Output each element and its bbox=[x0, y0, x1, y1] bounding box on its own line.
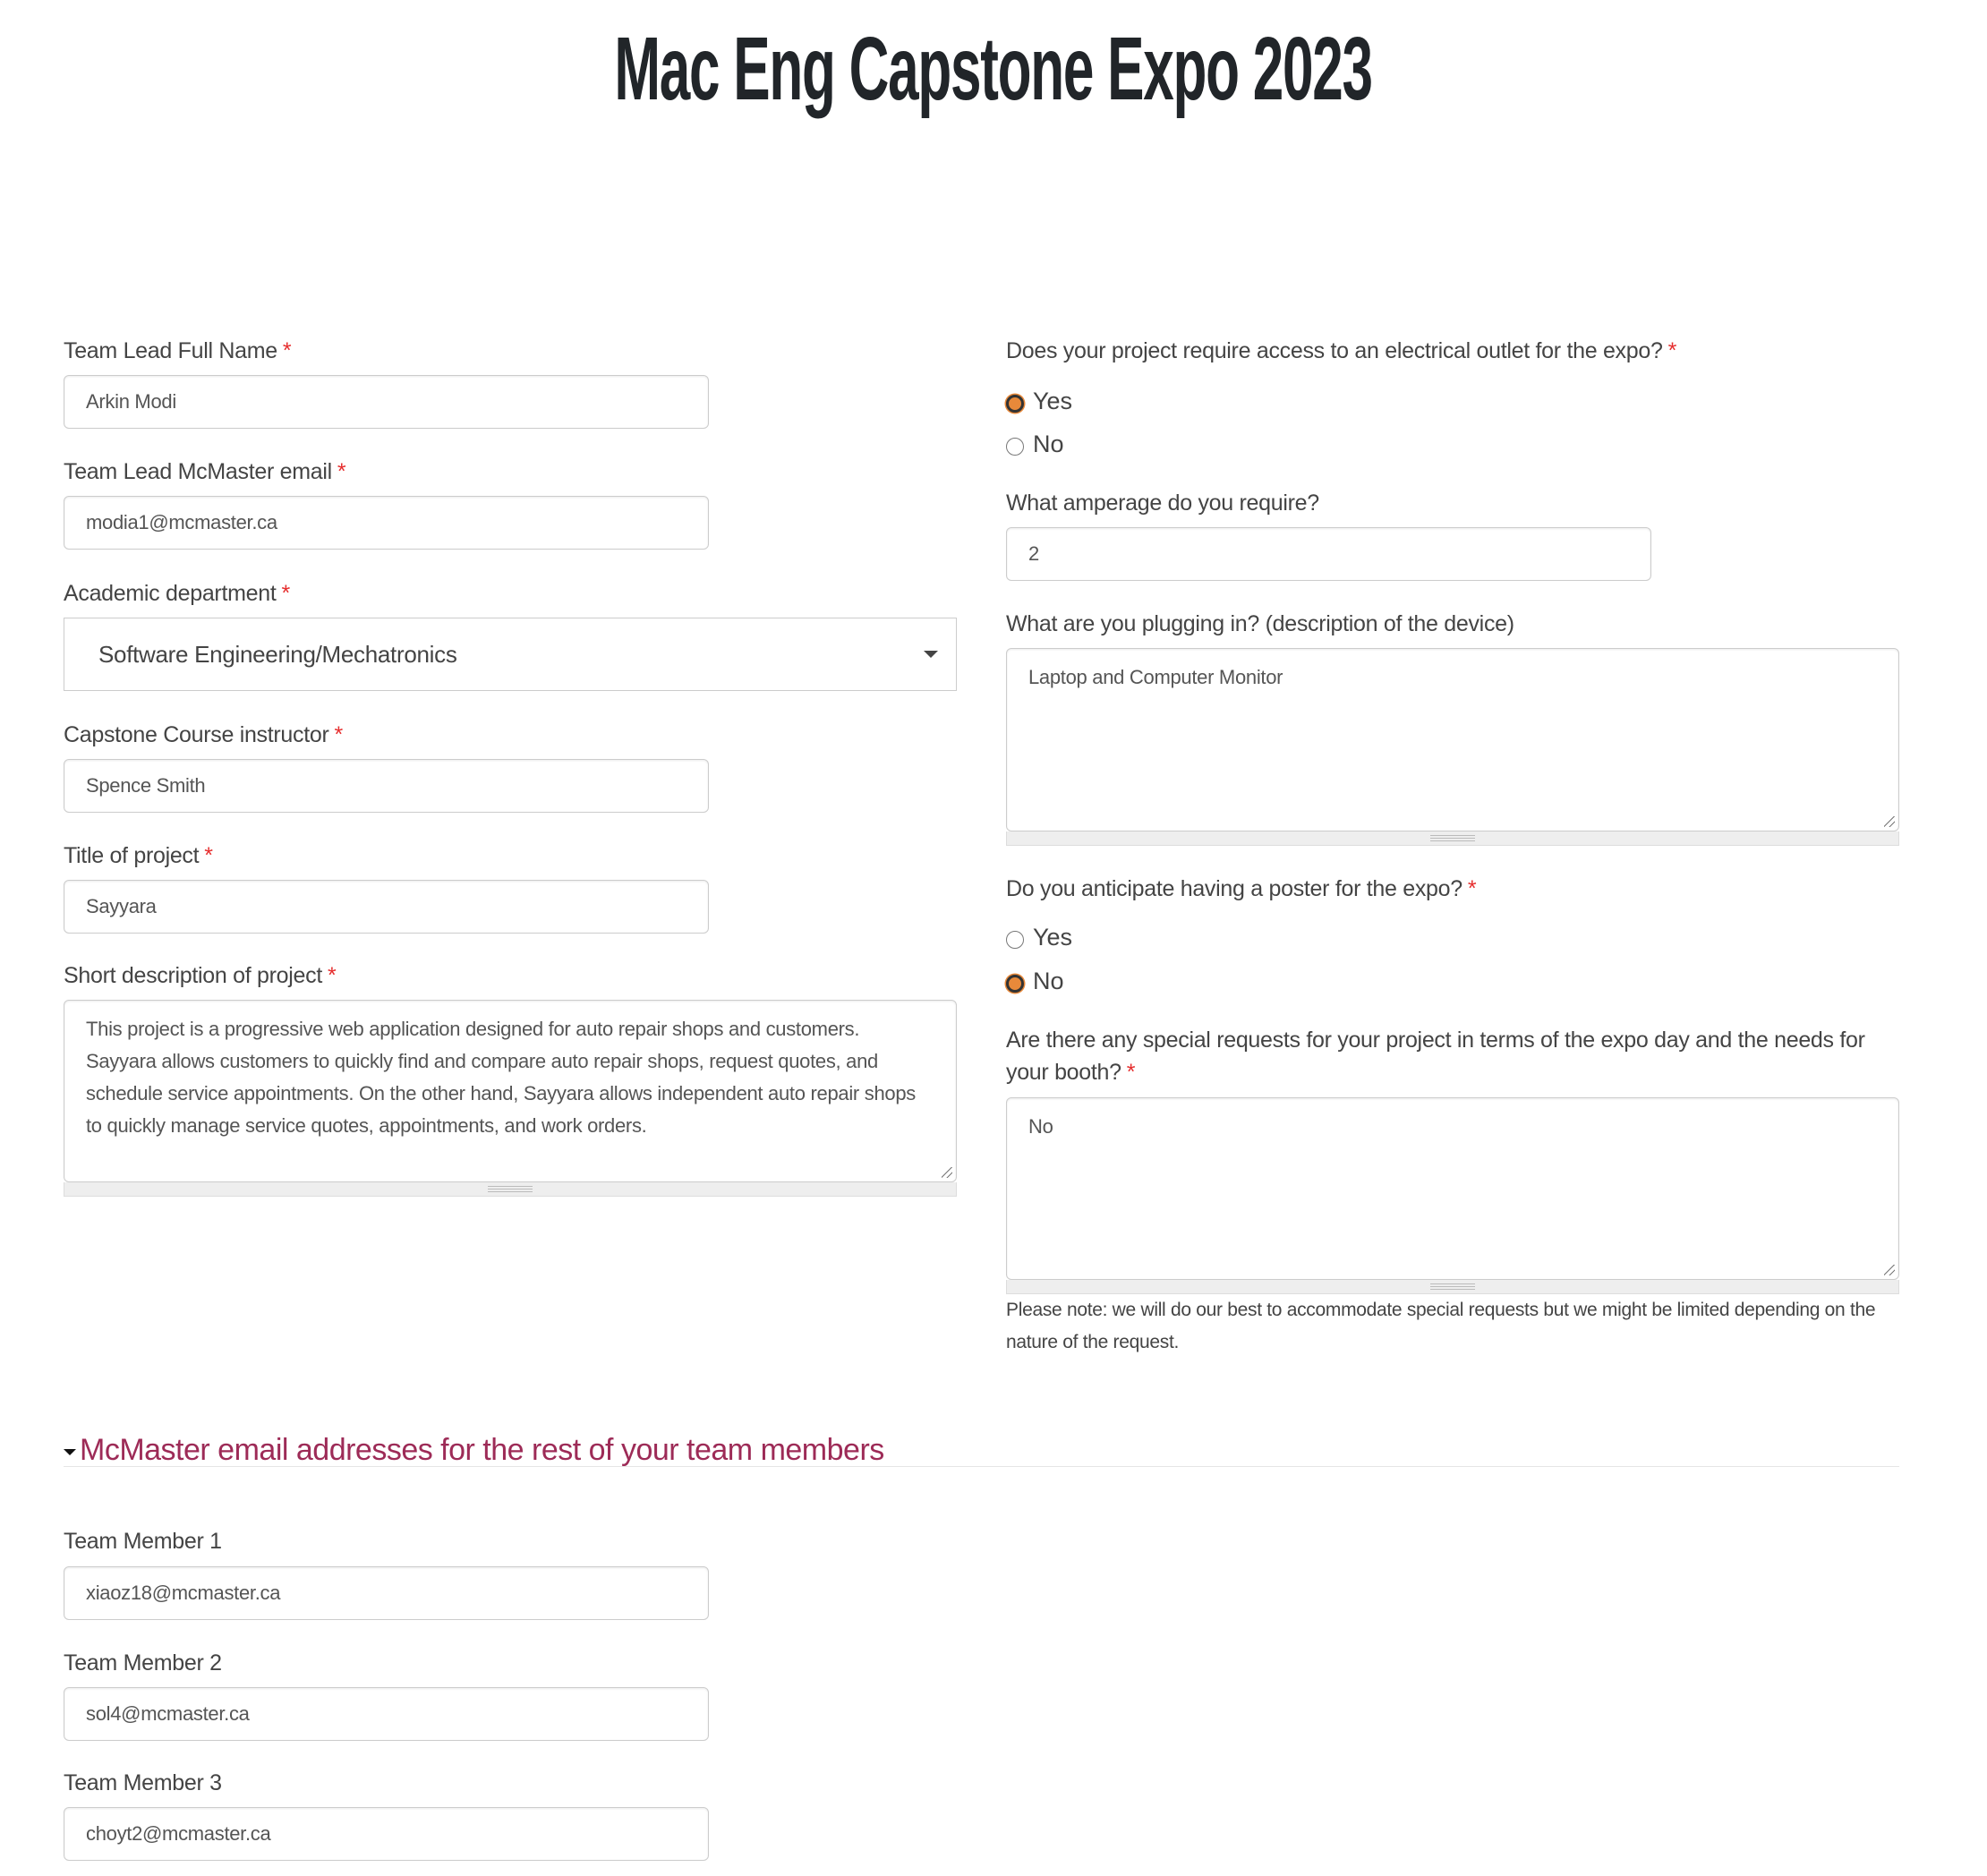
project-description-label bbox=[64, 962, 336, 989]
course-instructor-label bbox=[64, 721, 343, 748]
academic-department-label bbox=[64, 580, 290, 607]
grip-lines-icon bbox=[1430, 1283, 1475, 1290]
team-lead-name-input[interactable] bbox=[64, 375, 709, 429]
outlet-question-label bbox=[1006, 337, 1676, 364]
amperage-label-text: What amperage do you require? bbox=[1006, 490, 1319, 516]
device-description-textarea[interactable] bbox=[1006, 648, 1899, 831]
project-title-input[interactable] bbox=[64, 880, 709, 934]
team-lead-email-label-text: Team Lead McMaster email bbox=[64, 459, 332, 484]
team-members-section-heading: McMaster email addresses for the rest of your team members bbox=[80, 1433, 884, 1467]
required-asterisk: * bbox=[1467, 876, 1477, 901]
team-lead-email-label bbox=[64, 458, 345, 485]
textarea-resize-grippie[interactable] bbox=[64, 1182, 957, 1197]
team-member-1-label-text: Team Member 1 bbox=[64, 1529, 222, 1554]
team-lead-email-input[interactable] bbox=[64, 496, 709, 550]
project-title-label-text: Title of project bbox=[64, 843, 200, 868]
team-member-3-label bbox=[64, 1769, 222, 1796]
team-lead-name-label bbox=[64, 337, 291, 364]
team-member-2-label-text: Team Member 2 bbox=[64, 1650, 222, 1676]
required-asterisk: * bbox=[327, 963, 337, 988]
outlet-no-label: No bbox=[1033, 431, 1064, 457]
resize-corner-icon[interactable] bbox=[1884, 1265, 1895, 1275]
radio-checked-icon[interactable] bbox=[1006, 395, 1024, 413]
poster-radio-yes[interactable] bbox=[1006, 923, 1072, 951]
academic-department-label-text: Academic department bbox=[64, 581, 277, 606]
special-requests-textarea[interactable] bbox=[1006, 1097, 1899, 1280]
required-asterisk: * bbox=[1667, 338, 1677, 363]
team-members-section-toggle[interactable] bbox=[64, 1432, 1899, 1468]
poster-no-label: No bbox=[1033, 968, 1064, 994]
radio-checked-icon[interactable] bbox=[1006, 975, 1024, 993]
device-description-text: Laptop and Computer Monitor bbox=[1028, 666, 1283, 688]
special-requests-label bbox=[1006, 1024, 1901, 1088]
project-description-textarea[interactable] bbox=[64, 1000, 957, 1182]
textarea-resize-grippie[interactable] bbox=[1006, 831, 1899, 846]
chevron-down-icon bbox=[924, 651, 938, 658]
special-requests-text: No bbox=[1028, 1115, 1053, 1138]
course-instructor-input[interactable] bbox=[64, 759, 709, 813]
team-member-3-label-text: Team Member 3 bbox=[64, 1770, 222, 1795]
page-title: Mac Eng Capstone Expo 2023 bbox=[614, 19, 1373, 119]
poster-radio-no[interactable] bbox=[1006, 967, 1064, 995]
radio-unchecked-icon[interactable] bbox=[1006, 438, 1024, 456]
required-asterisk: * bbox=[204, 843, 213, 868]
special-requests-note: Please note: we will do our best to accommodate special requests but we might be limited depending on the nature of the request. bbox=[1006, 1300, 1876, 1352]
team-member-1-input[interactable] bbox=[64, 1566, 709, 1620]
required-asterisk: * bbox=[1126, 1060, 1136, 1085]
outlet-yes-label: Yes bbox=[1033, 388, 1073, 414]
academic-department-selected-value: Software Engineering/Mechatronics bbox=[98, 640, 457, 668]
special-requests-field bbox=[1006, 1097, 1899, 1294]
grip-lines-icon bbox=[488, 1186, 533, 1192]
required-asterisk: * bbox=[337, 459, 346, 484]
project-description-label-text: Short description of project bbox=[64, 963, 322, 988]
grip-lines-icon bbox=[1430, 835, 1475, 841]
device-description-field bbox=[1006, 648, 1899, 846]
project-description-field bbox=[64, 1000, 957, 1197]
required-asterisk: * bbox=[281, 581, 290, 606]
device-description-label-text: What are you plugging in? (description of the device) bbox=[1006, 611, 1514, 636]
poster-yes-label: Yes bbox=[1033, 924, 1073, 951]
resize-corner-icon[interactable] bbox=[1884, 816, 1895, 827]
resize-corner-icon[interactable] bbox=[942, 1167, 952, 1178]
team-member-2-input[interactable] bbox=[64, 1687, 709, 1741]
team-members-section bbox=[64, 1432, 1899, 1467]
page-header bbox=[0, 20, 1987, 118]
special-requests-label-text: Are there any special requests for your project in terms of the expo day and the needs for your booth? bbox=[1006, 1028, 1865, 1085]
team-member-1-label bbox=[64, 1528, 222, 1555]
required-asterisk: * bbox=[282, 338, 292, 363]
project-title-label bbox=[64, 842, 213, 869]
team-member-3-input[interactable] bbox=[64, 1807, 709, 1861]
team-member-2-label bbox=[64, 1650, 222, 1676]
radio-unchecked-icon[interactable] bbox=[1006, 931, 1024, 949]
device-description-label bbox=[1006, 610, 1514, 637]
outlet-question-label-text: Does your project require access to an electrical outlet for the expo? bbox=[1006, 338, 1663, 363]
outlet-radio-yes[interactable] bbox=[1006, 387, 1072, 415]
caret-down-icon bbox=[64, 1449, 76, 1455]
amperage-input[interactable] bbox=[1006, 527, 1651, 581]
required-asterisk: * bbox=[334, 722, 343, 747]
poster-question-label bbox=[1006, 875, 1476, 902]
poster-question-label-text: Do you anticipate having a poster for the expo? bbox=[1006, 876, 1463, 901]
textarea-resize-grippie[interactable] bbox=[1006, 1280, 1899, 1294]
course-instructor-label-text: Capstone Course instructor bbox=[64, 722, 329, 747]
outlet-radio-no[interactable] bbox=[1006, 430, 1064, 458]
team-lead-name-label-text: Team Lead Full Name bbox=[64, 338, 277, 363]
academic-department-select[interactable] bbox=[64, 618, 957, 691]
project-description-text: This project is a progressive web application designed for auto repair shops and customers. Sayyara allows customers to quickly find and compare auto repair shops, request quotes, and schedule service appointments. On the other hand, Sayyara allows independent auto repair shops to quickly manage service quotes, appointments, and work orders. bbox=[86, 1018, 916, 1137]
amperage-label bbox=[1006, 490, 1319, 516]
